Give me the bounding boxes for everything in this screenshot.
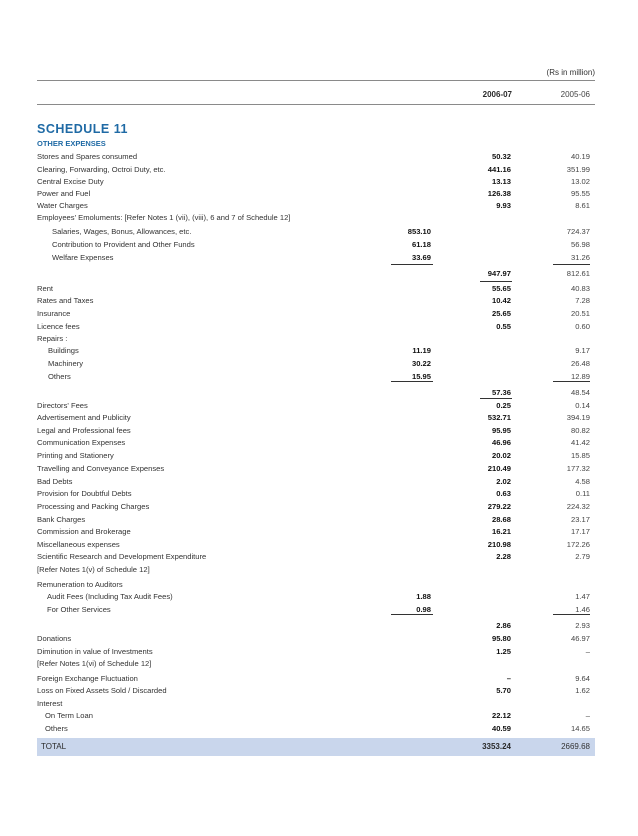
- table-row: [37, 659, 597, 671]
- amount-2006-07: 947.97: [487, 269, 511, 278]
- table-row: [37, 580, 597, 592]
- subtotal-rule: [553, 381, 590, 382]
- amount-2005-06: 9.64: [575, 674, 590, 683]
- table-row: [37, 515, 597, 527]
- table-row: [37, 724, 597, 736]
- row-label: [Refer Notes 1(v) of Schedule 12]: [37, 565, 150, 574]
- table-row: [37, 177, 597, 189]
- row-label: Insurance: [37, 309, 71, 318]
- detail-amount: 33.69: [411, 253, 431, 262]
- table-row: [37, 686, 597, 698]
- table-row: [37, 309, 597, 321]
- table-row: [37, 213, 597, 225]
- row-label: Processing and Packing Charges: [37, 502, 150, 511]
- row-label: Stores and Spares consumed: [37, 152, 138, 161]
- table-row: [37, 152, 597, 164]
- row-label: On Term Loan: [45, 711, 93, 720]
- total-previous: 2669.68: [561, 742, 590, 751]
- table-row: [37, 634, 597, 646]
- amount-2005-06: 8.61: [575, 201, 590, 210]
- amount-2005-06: 12.89: [570, 372, 590, 381]
- amount-2006-07: 532.71: [487, 413, 511, 422]
- amount-2005-06: 9.17: [575, 346, 590, 355]
- detail-amount: 1.88: [416, 592, 431, 601]
- amount-2005-06: 15.85: [570, 451, 590, 460]
- amount-2005-06: 80.82: [570, 426, 590, 435]
- row-label: Clearing, Forwarding, Octroi Duty, etc.: [37, 165, 166, 174]
- amount-2006-07: 10.42: [491, 296, 511, 305]
- amount-2006-07: 5.70: [496, 686, 511, 695]
- table-row: [37, 621, 597, 633]
- total-label: TOTAL: [41, 742, 67, 751]
- subtotal-rule: [553, 264, 590, 265]
- row-label: Legal and Professional fees: [37, 426, 131, 435]
- amount-2005-06: 40.83: [570, 284, 590, 293]
- year-current-header: 2006-07: [482, 90, 512, 99]
- row-label: Others: [45, 724, 68, 733]
- amount-2006-07: 0.25: [496, 401, 511, 410]
- amount-2005-06: 724.37: [566, 227, 590, 236]
- detail-amount: 61.18: [411, 240, 431, 249]
- row-label: Donations: [37, 634, 72, 643]
- detail-amount: 853.10: [407, 227, 431, 236]
- row-label: Printing and Stationery: [37, 451, 114, 460]
- amount-2006-07: 20.02: [491, 451, 511, 460]
- row-label: Others: [48, 372, 71, 381]
- table-row: [37, 699, 597, 711]
- table-row: [37, 346, 597, 358]
- amount-2005-06: 172.26: [566, 540, 590, 549]
- amount-2006-07: 210.49: [487, 464, 511, 473]
- amount-2005-06: 351.99: [566, 165, 590, 174]
- row-label: Machinery: [48, 359, 84, 368]
- amount-2006-07: 13.13: [491, 177, 511, 186]
- amount-2006-07: 210.98: [487, 540, 511, 549]
- amount-2005-06: 26.48: [570, 359, 590, 368]
- table-row: [37, 296, 597, 308]
- total-row: [37, 738, 595, 756]
- row-label: Travelling and Conveyance Expenses: [37, 464, 165, 473]
- table-row: [37, 227, 597, 239]
- row-label: Central Excise Duty: [37, 177, 104, 186]
- subtotal-rule: [480, 398, 512, 399]
- table-row: [37, 477, 597, 489]
- row-label: Buildings: [48, 346, 79, 355]
- table-row: [37, 489, 597, 501]
- row-label: Licence fees: [37, 322, 80, 331]
- amount-2005-06: 56.98: [570, 240, 590, 249]
- row-label: Miscellaneous expenses: [37, 540, 120, 549]
- header-bottom-rule: [37, 104, 595, 105]
- row-label: Loss on Fixed Assets Sold / Discarded: [37, 686, 167, 695]
- table-row: [37, 372, 597, 384]
- amount-2006-07: 55.65: [491, 284, 511, 293]
- amount-2005-06: 20.51: [570, 309, 590, 318]
- table-row: [37, 240, 597, 252]
- amount-2005-06: 224.32: [566, 502, 590, 511]
- table-row: [37, 565, 597, 577]
- amount-2006-07: 126.38: [487, 189, 511, 198]
- amount-2005-06: 1.46: [575, 605, 590, 614]
- row-label: Directors' Fees: [37, 401, 88, 410]
- table-row: [37, 413, 597, 425]
- table-row: [37, 201, 597, 213]
- year-previous-header: 2005-06: [560, 90, 590, 99]
- row-label: Provision for Doubtful Debts: [37, 489, 132, 498]
- row-label: Bank Charges: [37, 515, 86, 524]
- subtotal-rule: [480, 281, 512, 282]
- table-row: [37, 592, 597, 604]
- row-label: Employees' Emoluments: [Refer Notes 1 (vii), (viii), 6 and 7 of Schedule 12]: [37, 213, 291, 222]
- row-label: Interest: [37, 699, 63, 708]
- amount-2006-07: 57.36: [491, 388, 511, 397]
- amount-2005-06: –: [585, 647, 590, 656]
- amount-2005-06: 40.19: [570, 152, 590, 161]
- amount-2006-07: 95.80: [491, 634, 511, 643]
- row-label: Salaries, Wages, Bonus, Allowances, etc.: [52, 227, 192, 236]
- table-row: [37, 527, 597, 539]
- detail-amount: 15.95: [411, 372, 431, 381]
- amount-2005-06: 0.60: [575, 322, 590, 331]
- table-row: [37, 269, 597, 281]
- amount-2006-07: 46.96: [491, 438, 511, 447]
- amount-2006-07: 441.16: [487, 165, 511, 174]
- amount-2005-06: 23.17: [570, 515, 590, 524]
- table-row: [37, 401, 597, 413]
- header-top-rule: [37, 80, 595, 81]
- row-label: Diminution in value of Investments: [37, 647, 153, 656]
- amount-2005-06: 31.26: [570, 253, 590, 262]
- amount-2005-06: 0.14: [575, 401, 590, 410]
- amount-2005-06: 46.97: [570, 634, 590, 643]
- row-label: Rates and Taxes: [37, 296, 94, 305]
- schedule-title: SCHEDULE 11: [37, 122, 128, 136]
- table-row: [37, 464, 597, 476]
- amount-2005-06: 13.02: [570, 177, 590, 186]
- amount-2006-07: 25.65: [491, 309, 511, 318]
- subtotal-rule: [553, 614, 590, 615]
- row-label: Contribution to Provident and Other Funds: [52, 240, 195, 249]
- table-row: [37, 189, 597, 201]
- amount-2005-06: 41.42: [570, 438, 590, 447]
- amount-2005-06: 177.32: [566, 464, 590, 473]
- amount-2005-06: 17.17: [570, 527, 590, 536]
- table-row: [37, 451, 597, 463]
- amount-2006-07: –: [506, 674, 511, 683]
- table-row: [37, 284, 597, 296]
- amount-2006-07: 1.25: [496, 647, 511, 656]
- amount-2006-07: 50.32: [491, 152, 511, 161]
- total-current: 3353.24: [482, 742, 511, 751]
- table-row: [37, 552, 597, 564]
- row-label: Scientific Research and Development Expenditure: [37, 552, 207, 561]
- amount-2006-07: 22.12: [491, 711, 511, 720]
- amount-2006-07: 0.55: [496, 322, 511, 331]
- amount-2006-07: 2.86: [496, 621, 511, 630]
- amount-2006-07: 279.22: [487, 502, 511, 511]
- subtotal-rule: [391, 264, 433, 265]
- row-label: Power and Fuel: [37, 189, 91, 198]
- table-row: [37, 438, 597, 450]
- currency-unit-note: (Rs in million): [546, 68, 595, 77]
- table-row: [37, 322, 597, 334]
- row-label: Bad Debts: [37, 477, 73, 486]
- row-label: Water Charges: [37, 201, 88, 210]
- table-row: [37, 674, 597, 686]
- amount-2006-07: 16.21: [491, 527, 511, 536]
- amount-2006-07: 95.95: [491, 426, 511, 435]
- row-label: Foreign Exchange Fluctuation: [37, 674, 138, 683]
- row-label: Commission and Brokerage: [37, 527, 131, 536]
- amount-2005-06: 95.55: [570, 189, 590, 198]
- amount-2005-06: 1.62: [575, 686, 590, 695]
- table-row: [37, 388, 597, 400]
- amount-2005-06: 7.28: [575, 296, 590, 305]
- amount-2005-06: 2.79: [575, 552, 590, 561]
- amount-2006-07: 2.02: [496, 477, 511, 486]
- schedule-subtitle: OTHER EXPENSES: [37, 139, 106, 148]
- amount-2006-07: 0.63: [496, 489, 511, 498]
- table-row: [37, 334, 597, 346]
- amount-2005-06: 812.61: [566, 269, 590, 278]
- amount-2005-06: –: [585, 711, 590, 720]
- table-row: [37, 711, 597, 723]
- subtotal-rule: [391, 614, 433, 615]
- detail-amount: 11.19: [412, 346, 431, 355]
- amount-2006-07: 9.93: [496, 201, 511, 210]
- table-row: [37, 540, 597, 552]
- amount-2005-06: 1.47: [575, 592, 590, 601]
- row-label: For Other Services: [47, 605, 111, 614]
- row-label: Audit Fees (Including Tax Audit Fees): [47, 592, 173, 601]
- table-row: [37, 647, 597, 659]
- amount-2005-06: 0.11: [575, 489, 590, 498]
- row-label: Repairs :: [37, 334, 68, 343]
- amount-2005-06: 4.58: [575, 477, 590, 486]
- subtotal-rule: [391, 381, 433, 382]
- amount-2006-07: 40.59: [491, 724, 511, 733]
- amount-2005-06: 394.19: [566, 413, 590, 422]
- row-label: [Refer Notes 1(vi) of Schedule 12]: [37, 659, 152, 668]
- detail-amount: 30.22: [411, 359, 431, 368]
- row-label: Advertisement and Publicity: [37, 413, 131, 422]
- table-row: [37, 426, 597, 438]
- table-row: [37, 165, 597, 177]
- row-label: Communication Expenses: [37, 438, 126, 447]
- detail-amount: 0.98: [416, 605, 431, 614]
- amount-2005-06: 14.65: [570, 724, 590, 733]
- table-row: [37, 253, 597, 265]
- table-row: [37, 359, 597, 371]
- row-label: Rent: [37, 284, 54, 293]
- amount-2005-06: 2.93: [575, 621, 590, 630]
- amount-2006-07: 28.68: [491, 515, 511, 524]
- amount-2005-06: 48.54: [570, 388, 590, 397]
- table-row: [37, 502, 597, 514]
- table-row: [37, 605, 597, 617]
- amount-2006-07: 2.28: [496, 552, 511, 561]
- row-label: Remuneration to Auditors: [37, 580, 123, 589]
- row-label: Welfare Expenses: [52, 253, 114, 262]
